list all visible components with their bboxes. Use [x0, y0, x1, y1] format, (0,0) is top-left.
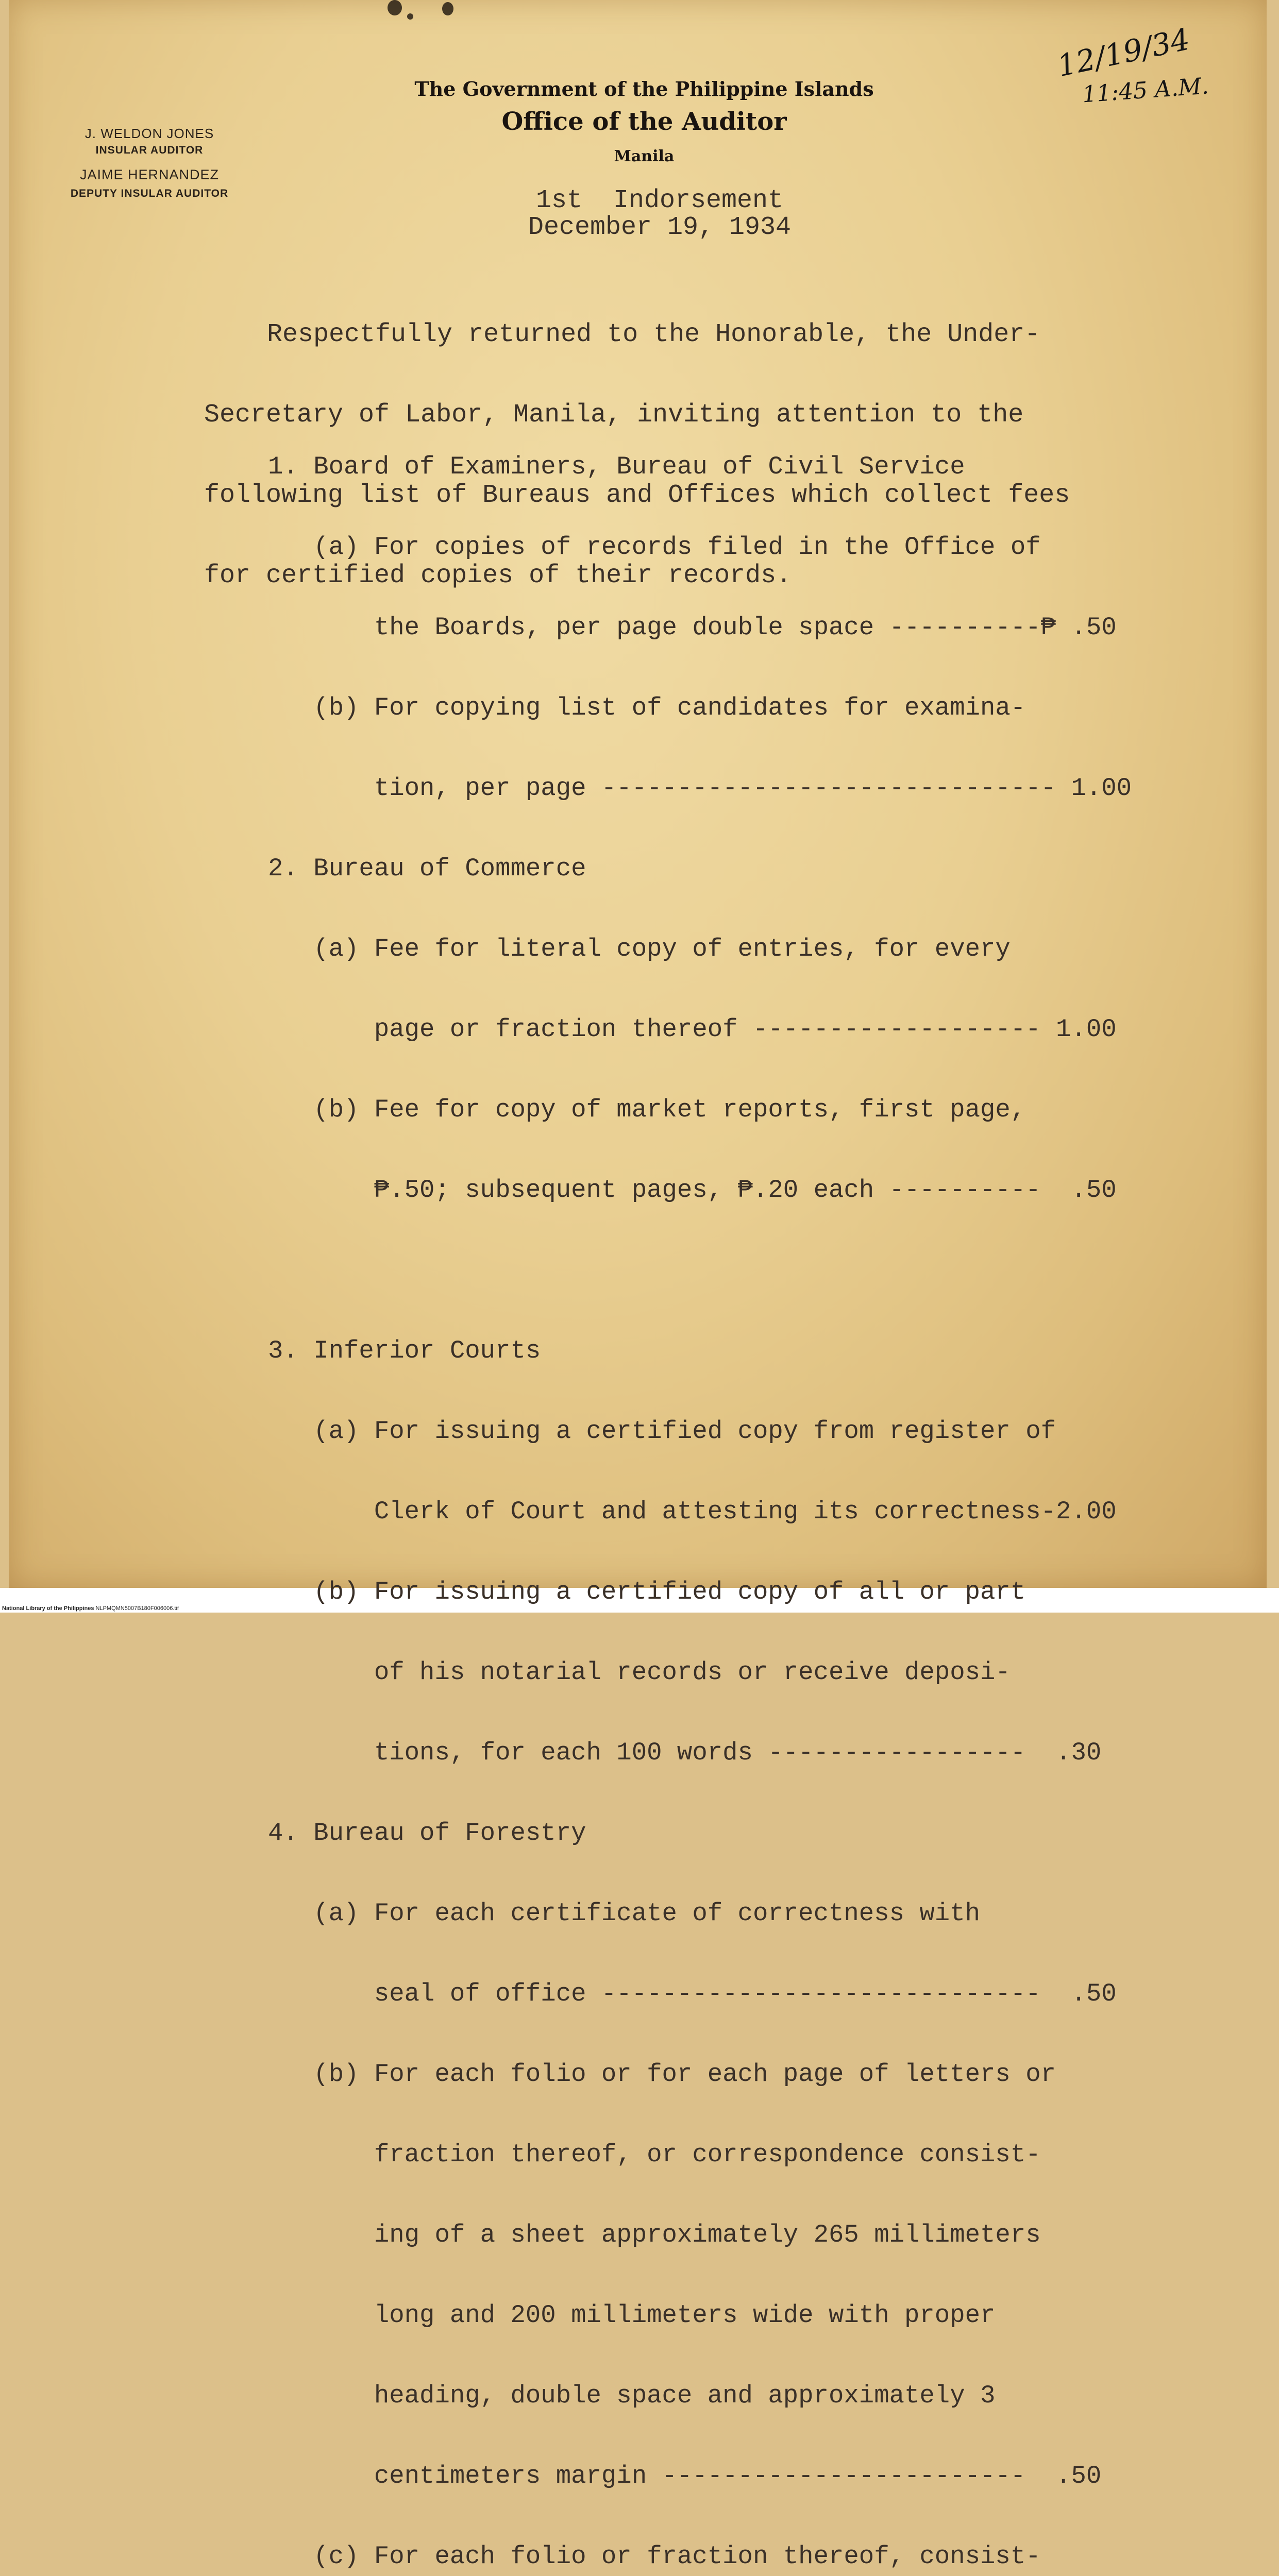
intro-line: Secretary of Labor, Manila, inviting attention to the — [204, 400, 1024, 430]
fee-line: (b) For each folio or for each page of letters or — [268, 2060, 1056, 2089]
indorsement-date: December 19, 1934 — [528, 213, 792, 242]
fee-line: tions, for each 100 words ----------------- .30 — [268, 1738, 1102, 1767]
handwritten-time: 11:45 A.M. — [1081, 73, 1210, 108]
fee-line: 4. Bureau of Forestry — [268, 1819, 586, 1848]
indorsement-title: 1st Indorsement — [535, 186, 784, 215]
fee-line — [268, 1257, 1132, 1284]
fee-line: (a) Fee for literal copy of entries, for every — [268, 935, 1011, 963]
fee-line: (a) For issuing a certified copy from register of — [268, 1417, 1056, 1446]
fee-line: (b) For copying list of candidates for examina- — [268, 693, 1026, 722]
ink-stain — [407, 13, 413, 20]
fee-line: (b) Fee for copy of market reports, first page, — [268, 1095, 1026, 1124]
intro-line: following list of Bureaus and Offices which collect fees — [204, 481, 1070, 510]
fee-line: seal of office ----------------------------- .50 — [268, 1979, 1117, 2008]
fee-line: the Boards, per page double space ----------₱ .50 — [268, 613, 1117, 642]
fee-line: Clerk of Court and attesting its correctness-2.00 — [268, 1497, 1117, 1526]
letterhead-office: Office of the Auditor — [501, 107, 787, 136]
fee-line: ₱.50; subsequent pages, ₱.20 each ---------- .50 — [268, 1176, 1117, 1205]
fee-line: 1. Board of Examiners, Bureau of Civil Service — [268, 452, 965, 481]
fee-line: (b) For issuing a certified copy of all or part — [268, 1578, 1026, 1606]
fee-line: of his notarial records or receive deposi- — [268, 1658, 1011, 1687]
letterhead-city: Manila — [614, 147, 675, 165]
fee-line: fraction thereof, or correspondence consist- — [268, 2140, 1041, 2169]
auditor-name: J. WELDON JONES — [85, 126, 214, 141]
fee-line: page or fraction thereof ------------------- 1.00 — [268, 1015, 1117, 1044]
auditor-title: INSULAR AUDITOR — [95, 144, 204, 156]
intro-line: for certified copies of their records. — [204, 561, 792, 590]
ink-stain — [442, 2, 453, 15]
fee-line: 3. Inferior Courts — [268, 1336, 541, 1365]
fee-line: (a) For each certificate of correctness with — [268, 1899, 981, 1928]
letterhead-government: The Government of the Philippine Islands — [414, 77, 874, 100]
fee-line: 2. Bureau of Commerce — [268, 854, 586, 883]
fee-line: (c) For each folio or fraction thereof, consist- — [268, 2542, 1041, 2571]
footer-file: NLPMQMN5007B180F006006.tif — [95, 1605, 179, 1612]
intro-line: Respectfully returned to the Honorable, the Under- — [267, 320, 1040, 349]
fee-line: heading, double space and approximately 3 — [268, 2381, 996, 2410]
fee-line: long and 200 millimeters wide with proper — [268, 2301, 996, 2330]
footer-library: National Library of the Philippines — [2, 1605, 94, 1612]
fee-list — [268, 400, 1132, 2576]
ink-stain — [388, 0, 402, 15]
deputy-title: DEPUTY INSULAR AUDITOR — [70, 188, 229, 199]
fee-line: tion, per page ------------------------------ 1.00 — [268, 774, 1132, 803]
fee-line: ing of a sheet approximately 265 millimeters — [268, 2221, 1041, 2249]
deputy-name: JAIME HERNANDEZ — [79, 167, 220, 182]
scan-footer — [2, 1605, 179, 1612]
handwritten-date: 12/19/34 — [1054, 21, 1193, 84]
fee-line: (a) For copies of records filed in the Office of — [268, 533, 1041, 562]
fee-line: centimeters margin ------------------------ .50 — [268, 2462, 1102, 2490]
